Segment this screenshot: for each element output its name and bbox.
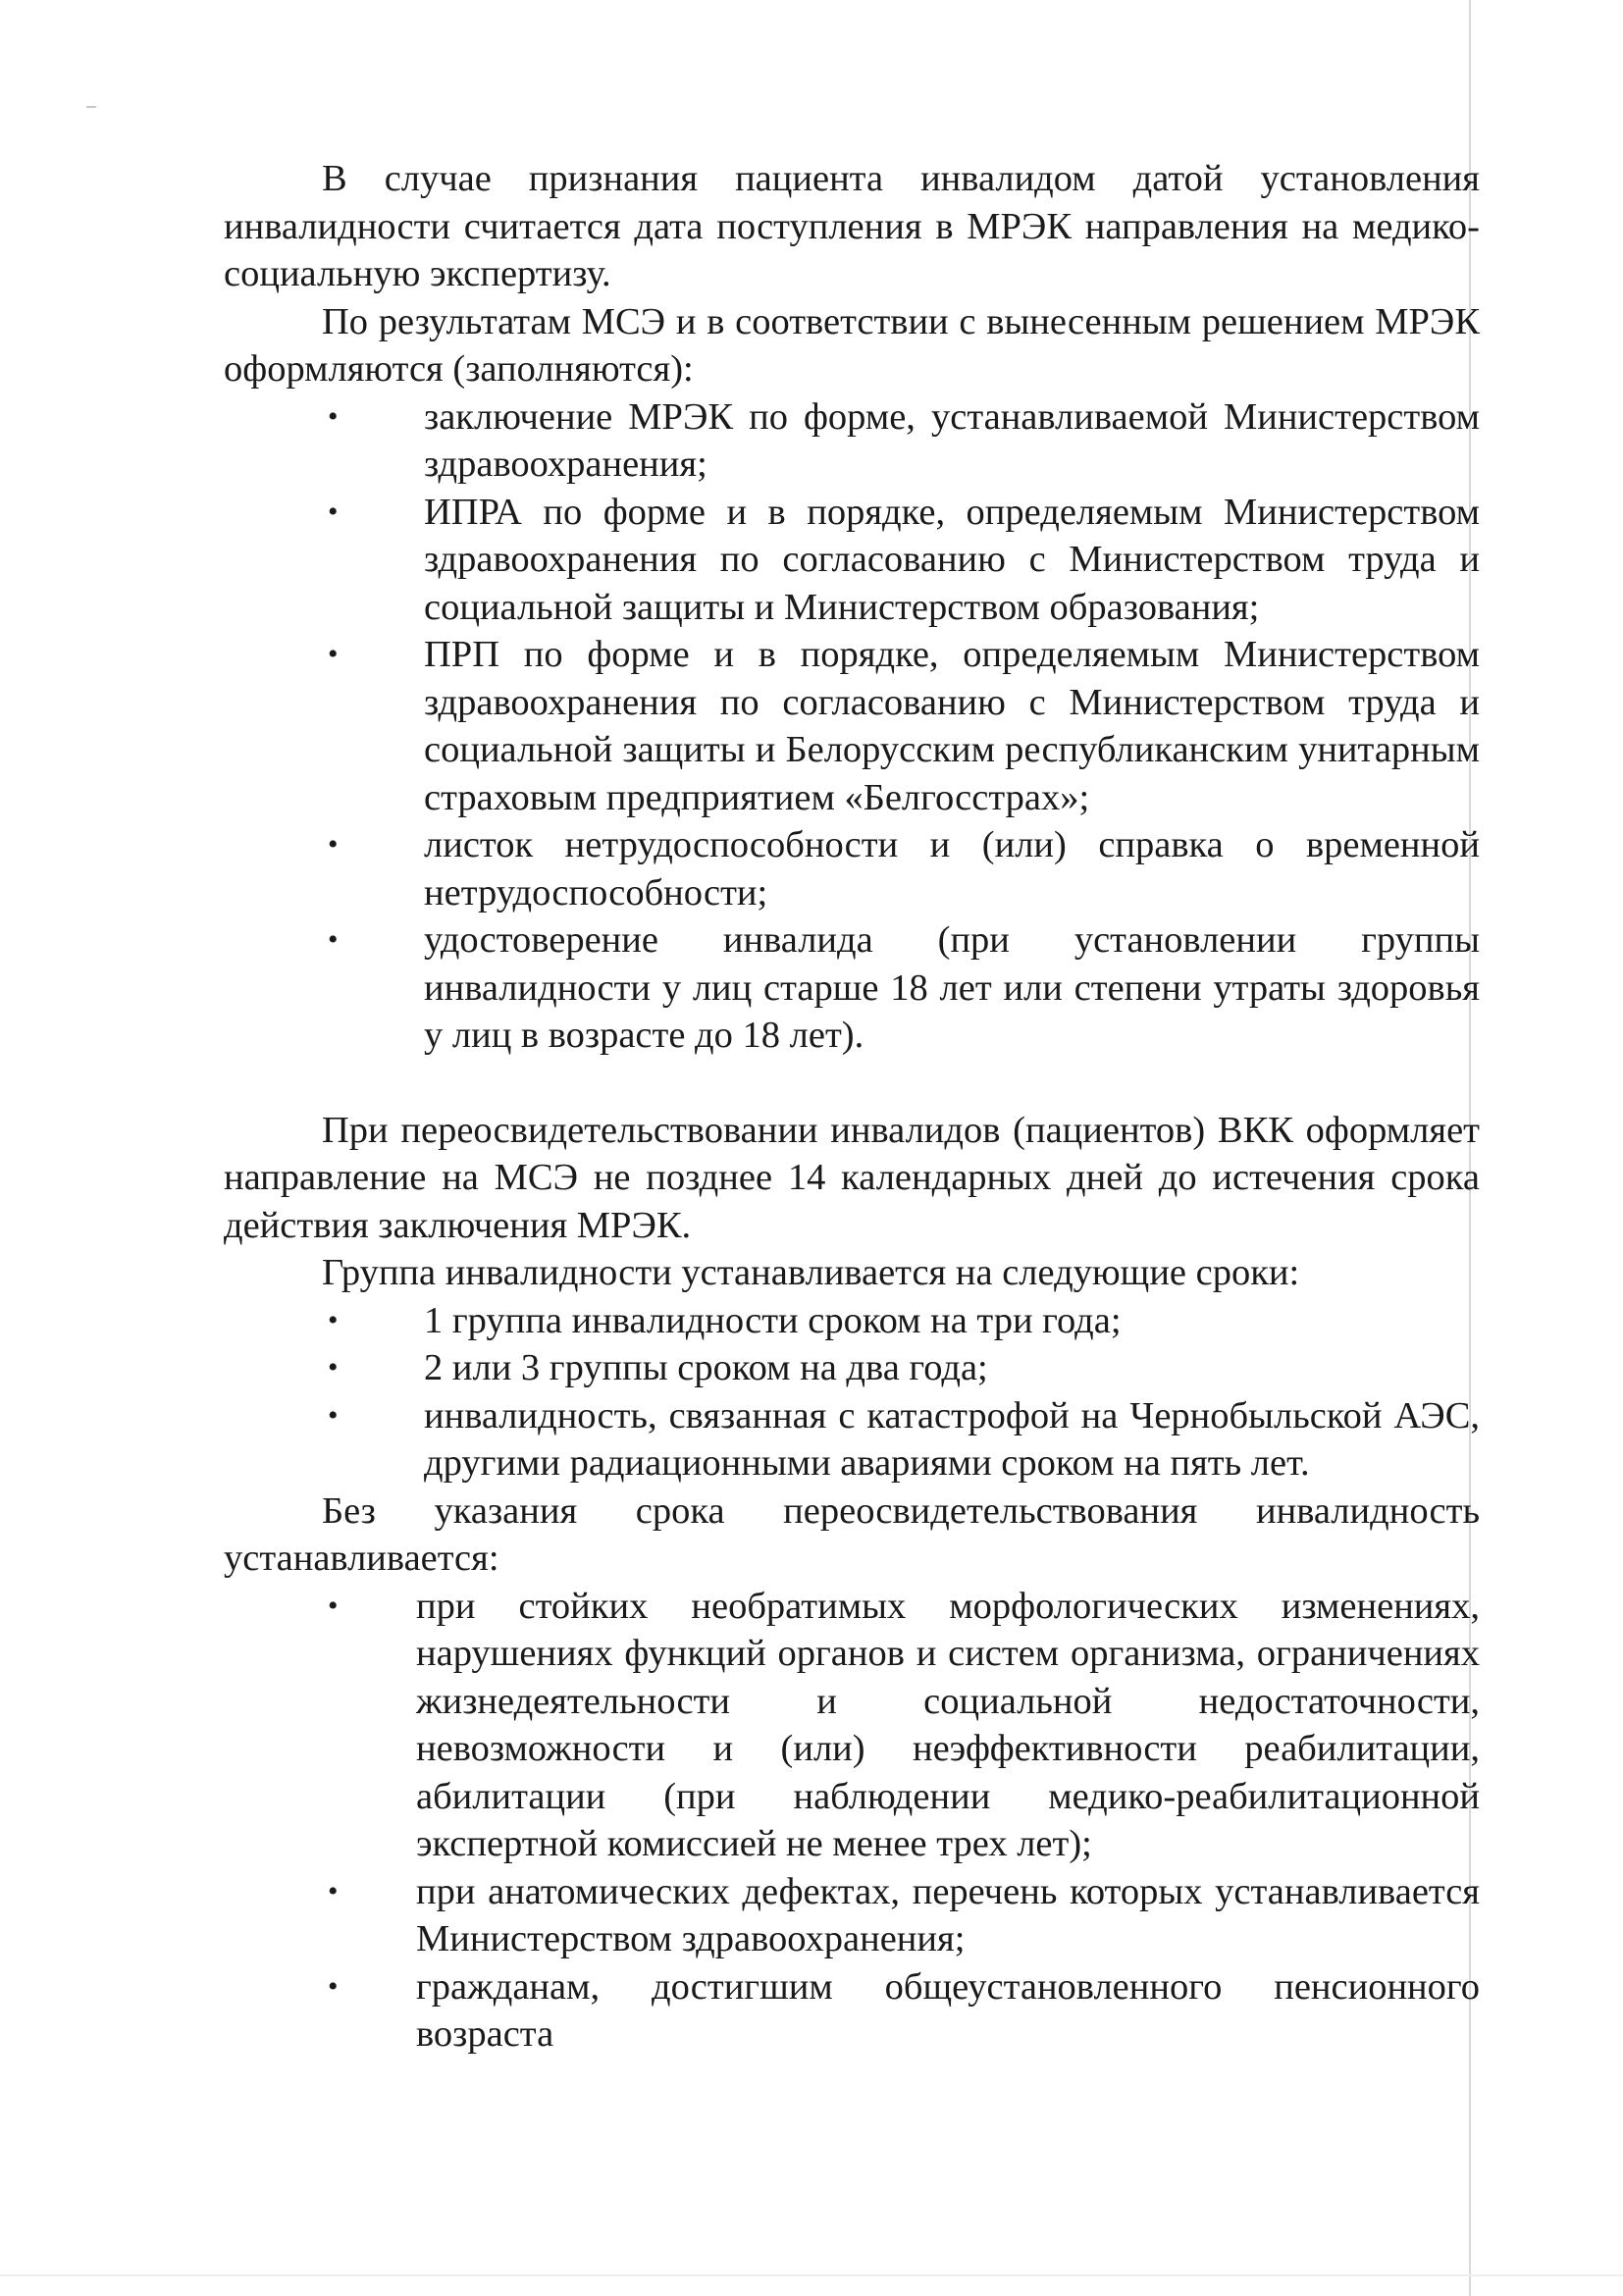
paragraph-mse-results: По результатам МСЭ и в соответствии с вынесенным решением МРЭК оформляются (заполняются): [224,300,1480,390]
list-item: • при анатомических дефектах, перечень которых устанавливается Министерством здравоохранения; [322,1868,1480,1963]
list-mrek-documents [224,393,1480,1060]
bullet-icon: • [328,495,339,528]
list-item: • ИПРА по форме и в порядке, определяемым Министерством здравоохранения по согласованию с Министерством труда и социальной защиты и Министерством образования; [322,489,1480,632]
paragraph-disability-terms: Группа инвалидности устанавливается на следующие сроки: [322,1252,1300,1293]
bullet-icon: • [328,1398,339,1432]
list-item: • ПРП по форме и в порядке, определяемым Министерством здравоохранения по согласованию с Министерством труда и социальной защиты и Белорусским республиканским унитарным страховым предприятием «Белгосстрах»; [322,631,1480,821]
bullet-icon: • [328,923,339,956]
bullet-icon: • [328,1969,339,2003]
paragraph-indefinite-term: Без указания срока переосвидетельствования инвалидность устанавливается: [224,1489,1480,1579]
paragraph-disability-date: В случае признания пациента инвалидом датой установления инвалидности считается дата поступления в МРЭК направления на медико-социальную экспертизу. [224,158,1480,294]
bullet-icon: • [328,399,339,433]
section-gap [224,1060,1480,1107]
list-item: • листок нетрудоспособности и (или) справка о временной нетрудоспособности; [322,821,1480,916]
list-item: • инвалидность, связанная с катастрофой на Чернобыльской АЭС, другими радиационными авариями сроком на пять лет. [322,1392,1480,1487]
bullet-icon: • [328,1874,339,1907]
list-disability-terms [224,1297,1480,1487]
scan-artifact-mark [86,106,96,108]
list-item: • 1 группа инвалидности сроком на три года; [322,1297,1480,1345]
list-item: • 2 или 3 группы сроком на два года; [322,1344,1480,1392]
paragraph-reexamination: При переосвидетельствовании инвалидов (пациентов) ВКК оформляет направление на МСЭ не позднее 14 календарных дней до истечения срока действия заключения МРЭК. [224,1109,1480,1246]
bullet-icon: • [328,1303,339,1336]
scan-artifact-bottom-edge [0,2274,1623,2276]
list-item: • заключение МРЭК по форме, устанавливаемой Министерством здравоохранения; [322,393,1480,489]
bullet-icon: • [328,1589,339,1622]
list-item: • при стойких необратимых морфологических изменениях, нарушениях функций органов и систем организма, ограничениях жизнедеятельности и социальной недостаточности, невозможности и (или) неэффективности реабилитации, абилитации (при наблюдении медико-реабилитационной экспертной комиссией не менее трех лет); [322,1583,1480,1868]
bullet-icon: • [328,828,339,861]
bullet-icon: • [328,1351,339,1383]
bullet-icon: • [328,638,339,670]
list-indefinite-cases [224,1583,1480,2059]
list-item: • гражданам, достигшим общеустановленного пенсионного возраста [322,1963,1480,2059]
document-body [224,155,1480,2059]
list-item: • удостоверение инвалида (при установлении группы инвалидности у лиц старше 18 лет или степени утраты здоровья у лиц в возрасте до 18 лет). [322,916,1480,1060]
